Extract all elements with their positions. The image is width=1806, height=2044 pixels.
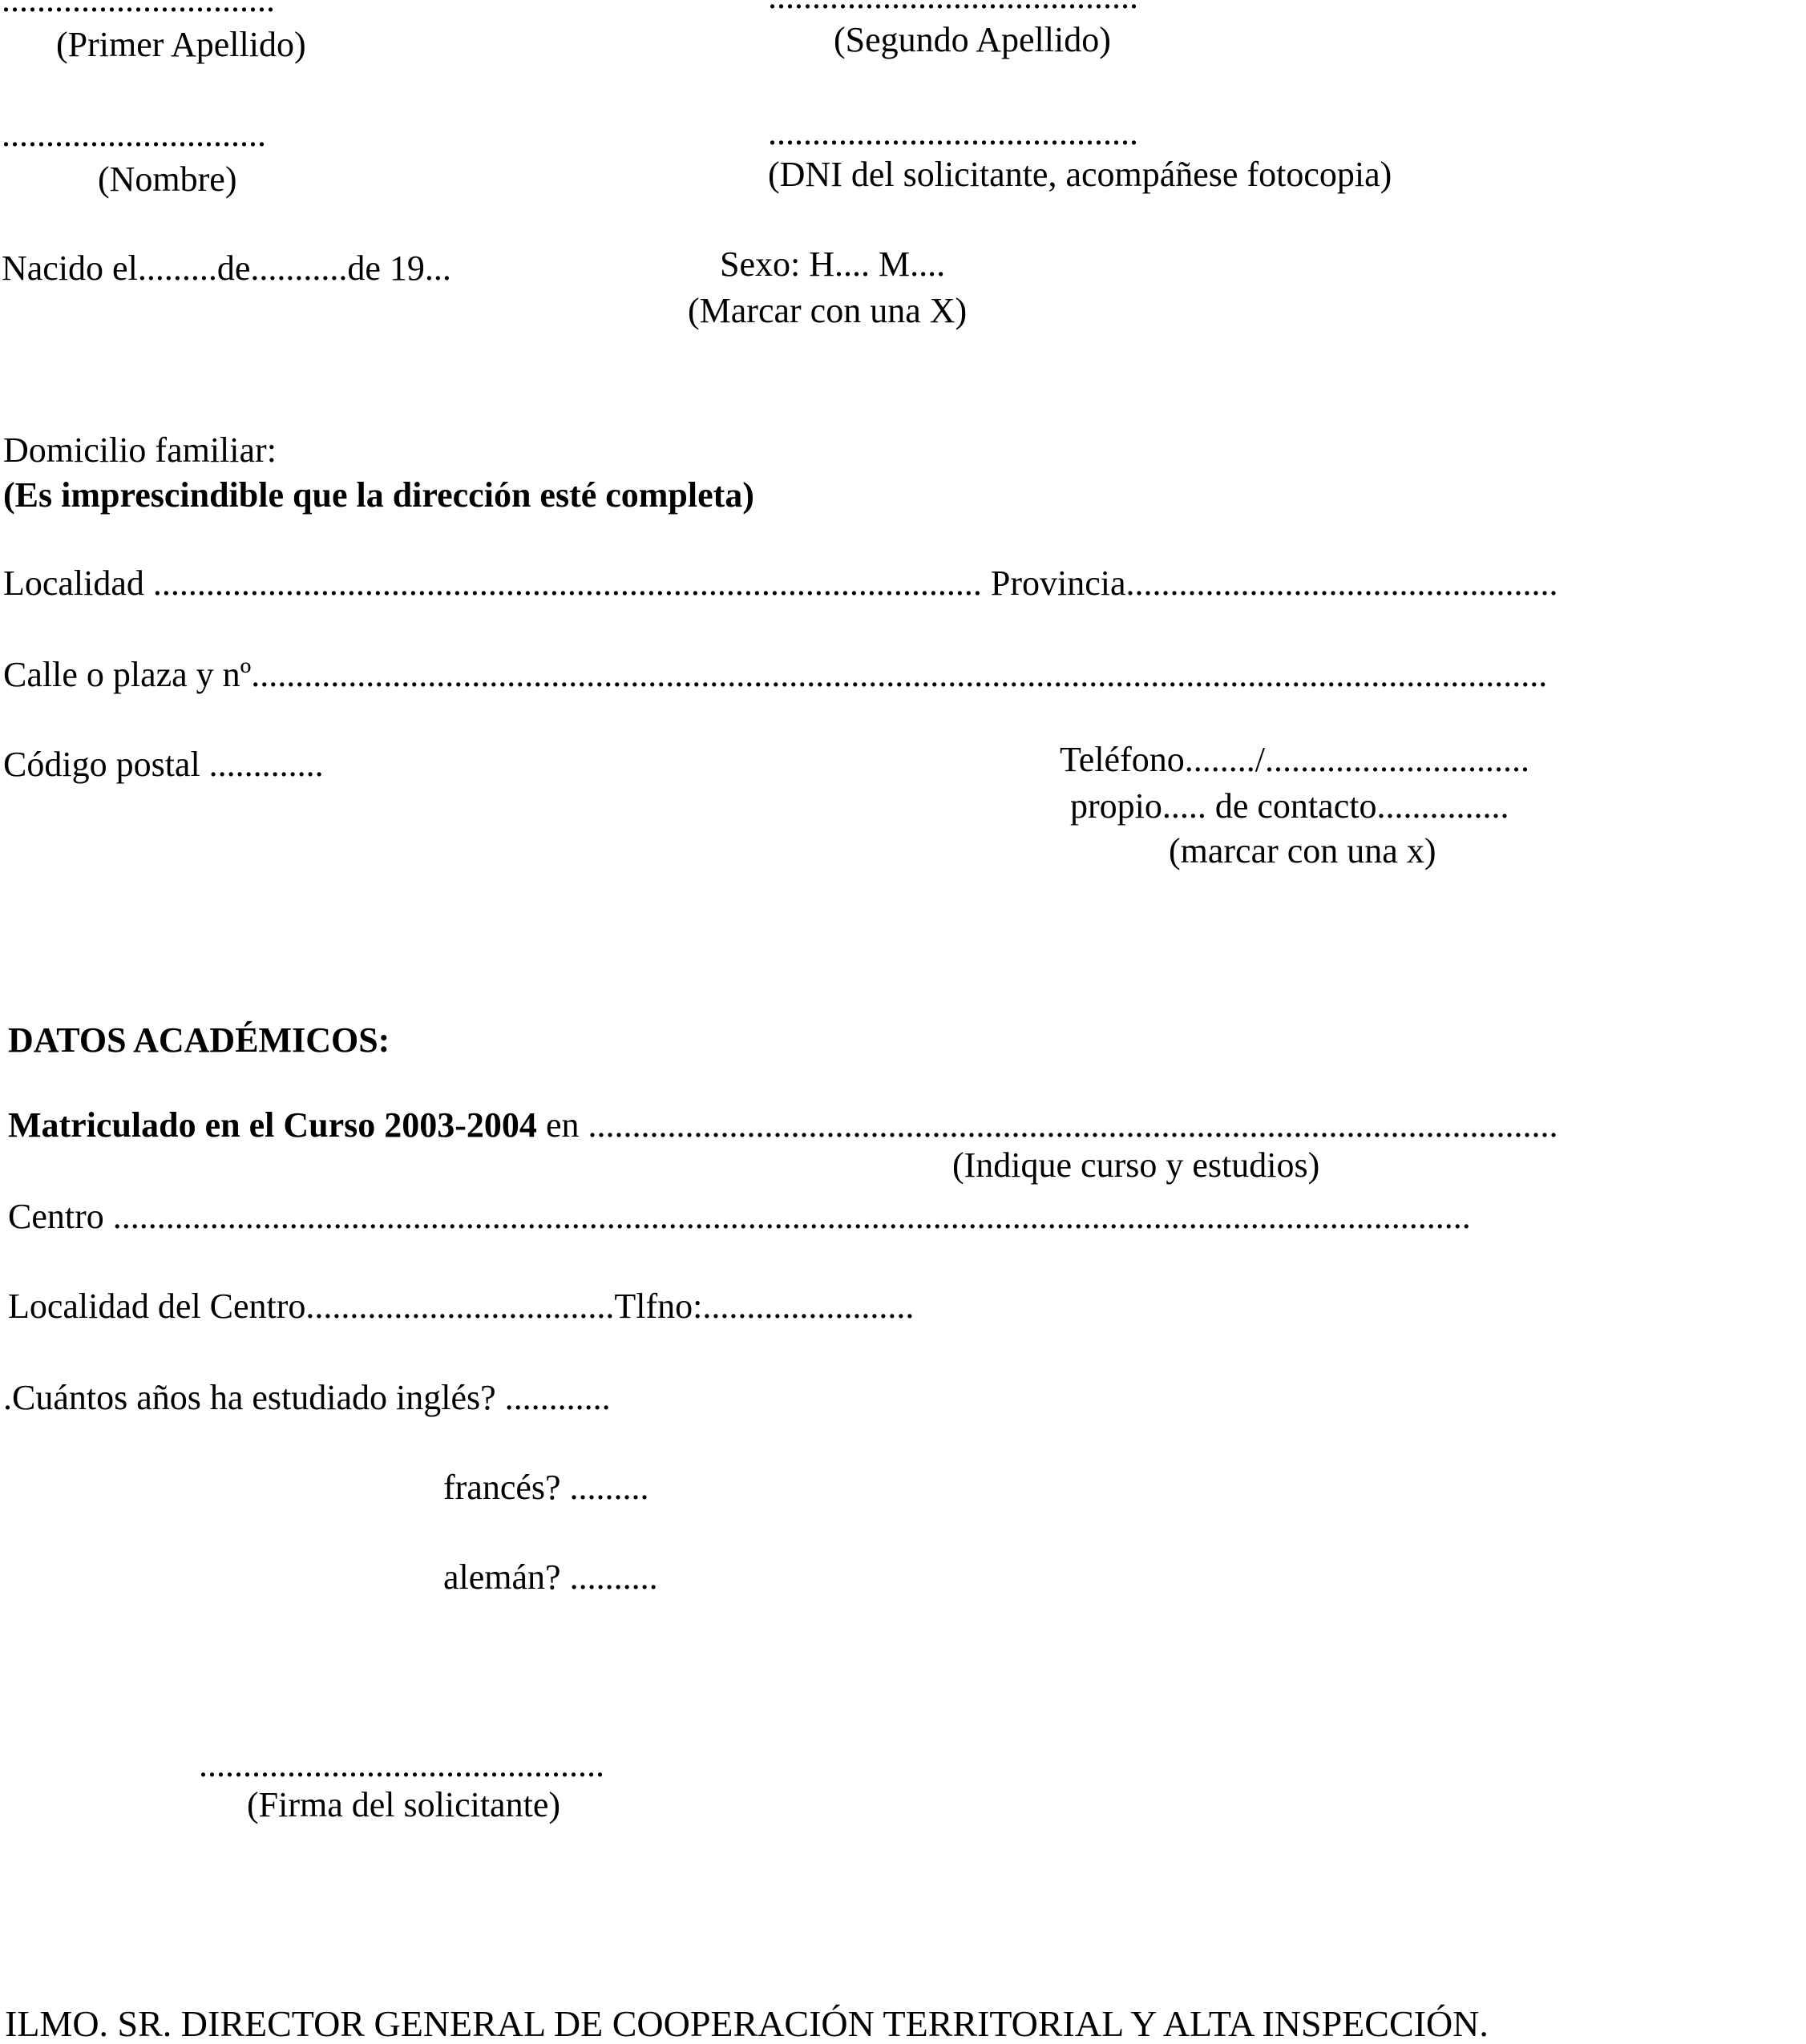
frances-field[interactable]: francés? .........	[443, 1468, 649, 1507]
telefono-note: (marcar con una x)	[1169, 831, 1436, 871]
primer-apellido-field[interactable]	[2, 0, 275, 18]
datos-academicos-title: DATOS ACADÉMICOS:	[8, 1020, 390, 1060]
nombre-field[interactable]: ..............................	[2, 115, 266, 154]
firma-label: (Firma del solicitante)	[247, 1785, 560, 1824]
sexo-field[interactable]: Sexo: H.... M....	[720, 244, 946, 284]
firma-field[interactable]: ..............................................	[199, 1745, 604, 1784]
segundo-apellido-field[interactable]	[768, 0, 1138, 14]
primer-apellido-label: (Primer Apellido)	[56, 25, 306, 64]
aleman-field[interactable]: alemán? ..........	[443, 1557, 658, 1597]
indique-note: (Indique curso y estudios)	[952, 1145, 1320, 1185]
nacido-field[interactable]: Nacido el.........de...........de 19...	[2, 248, 451, 288]
domicilio-title: Domicilio familiar:	[3, 430, 277, 470]
domicilio-note: (Es imprescindible que la dirección esté completa)	[3, 475, 754, 515]
telefono-field[interactable]: Teléfono......../..............................	[1060, 740, 1529, 779]
matriculado-label: Matriculado en el Curso 2003-2004	[8, 1105, 537, 1145]
matriculado-field[interactable]	[8, 1105, 1558, 1145]
localidad-provincia-field[interactable]: Localidad .............................................................................................. Provincia.................................................	[3, 564, 1558, 603]
telefono-tipo-field[interactable]: propio..... de contacto...............	[1070, 786, 1509, 826]
segundo-apellido-label: (Segundo Apellido)	[834, 20, 1111, 59]
calle-field[interactable]: Calle o plaza y nº...................................................................................................................................................	[3, 655, 1548, 694]
sexo-note: (Marcar con una X)	[688, 291, 968, 330]
localidad-centro-field[interactable]: Localidad del Centro...................................Tlfno:........................	[8, 1287, 915, 1326]
codigo-postal-field[interactable]: Código postal .............	[3, 745, 324, 784]
centro-field[interactable]: Centro ..........................................................................................................................................................	[8, 1197, 1471, 1236]
addressee: ILMO. SR. DIRECTOR GENERAL DE COOPERACIÓN TERRITORIAL Y ALTA INSPECCIÓN.	[5, 2003, 1489, 2044]
nombre-label: (Nombre)	[98, 160, 237, 199]
ingles-field[interactable]: .Cuántos años ha estudiado inglés? ............	[3, 1378, 611, 1417]
dni-field[interactable]: ..........................................	[768, 113, 1138, 152]
dni-label: (DNI del solicitante, acompáñese fotocopia)	[768, 155, 1392, 194]
matriculado-dots: en ..............................................................................................................	[536, 1105, 1558, 1145]
